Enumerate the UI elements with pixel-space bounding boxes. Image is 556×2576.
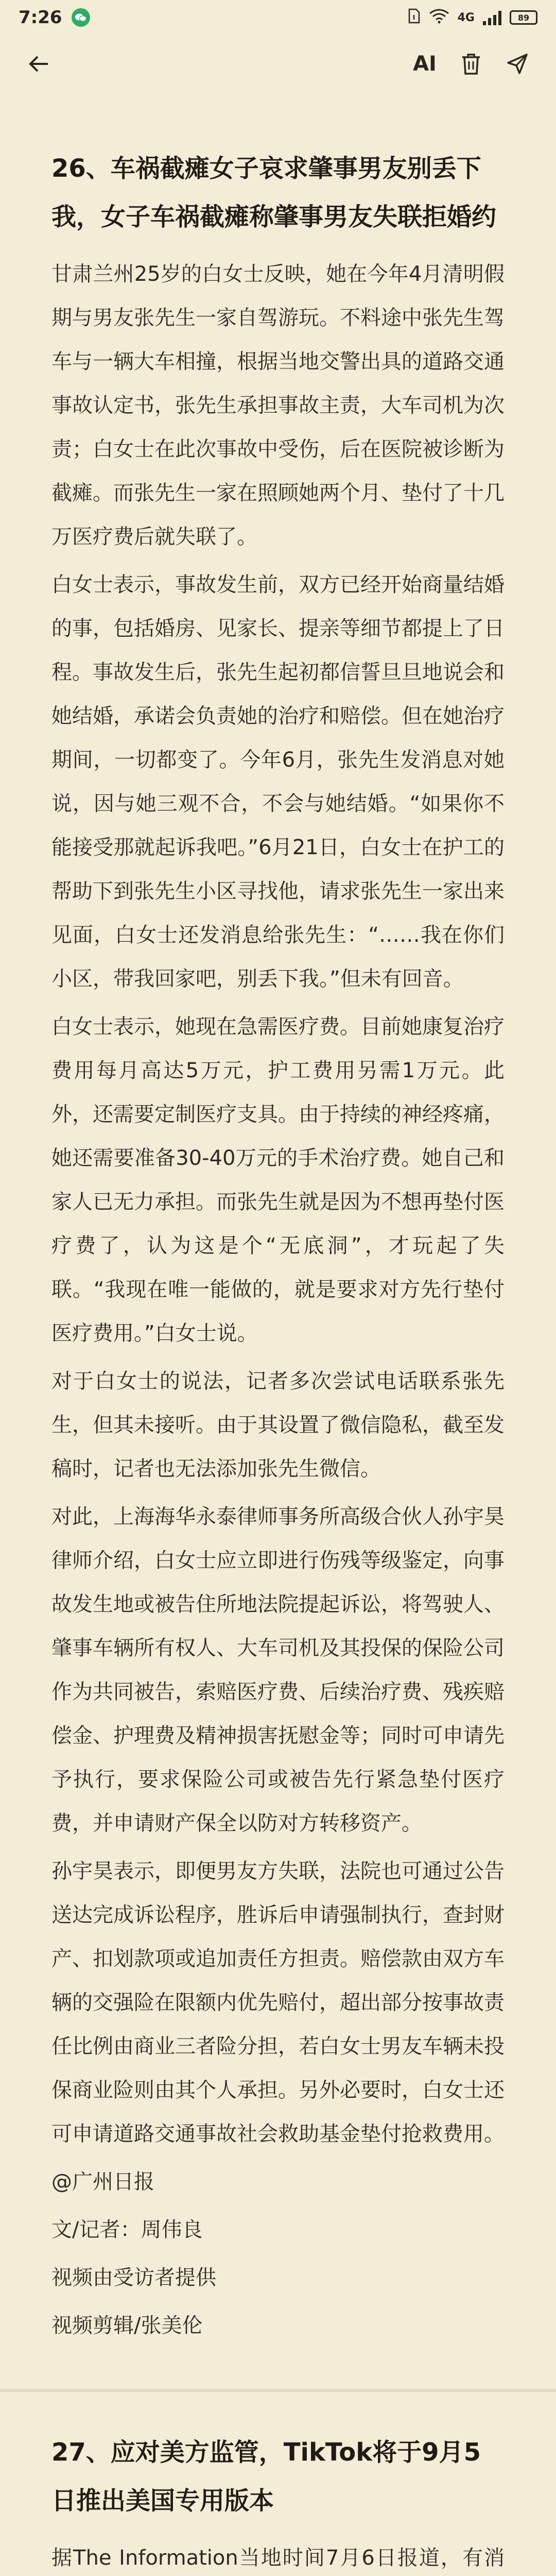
signal-icon — [483, 10, 501, 25]
article-paragraph: 白女士表示，她现在急需医疗费。目前她康复治疗费用每月高达5万元，护工费用另需1万元。此外，还需要定制医疗支具。由于持续的神经疼痛，她还需要准备30-40万元的手术治疗费。她自己和家人已无力承担。而张先生就是因为不想再垫付医疗费了，认为这是个“无底洞”，才玩起了失联。“我现在唯一能做的，就是要求对方先行垫付医疗费用。”白女士说。 — [51, 1015, 505, 1345]
article-27 — [51, 2428, 505, 2576]
ai-label: AI — [413, 52, 437, 76]
article-title: 26、车祸截瘫女子哀求肇事男友别丢下我，女子车祸截瘫称肇事男友失联拒婚约 — [51, 154, 497, 231]
share-button[interactable] — [494, 41, 541, 87]
ai-button[interactable] — [402, 41, 448, 87]
article-title: 27、应对美方监管，TikTok将于9月5日推出美国专用版本 — [51, 2438, 481, 2515]
article-paragraph: 白女士表示，事故发生前，双方已经开始商量结婚的事，包括婚房、见家长、提亲等细节都提上了日程。事故发生后，张先生起初都信誓旦旦地说会和她结婚，承诺会负责她的治疗和赔偿。但在她治疗期间，一切都变了。今年6月，张先生发消息对她说，因与她三观不合，不会与她结婚。“如果你不能接受那就起诉我吧。”6月21日，白女士在护工的帮助下到张先生小区寻找他，请求张先生一家出来见面，白女士还发消息给张先生：“……我在你们小区，带我回家吧，别丢下我。”但未有回音。 — [51, 573, 505, 991]
battery-icon — [510, 10, 537, 25]
trash-icon — [461, 53, 481, 75]
article-paragraph: 对于白女士的说法，记者多次尝试电话联系张先生，但其未接听。由于其设置了微信隐私，截至发稿时，记者也无法添加张先生微信。 — [51, 1369, 505, 1481]
wechat-notification-icon — [72, 8, 90, 27]
status-indicators — [407, 8, 537, 27]
sim-icon — [407, 8, 421, 27]
delete-button[interactable] — [448, 41, 494, 87]
source-credit: @广州日报 — [51, 2170, 154, 2194]
wifi-icon — [429, 8, 449, 27]
network-type-label: 4G — [457, 11, 475, 24]
article-26 — [51, 144, 505, 2348]
article-paragraph: 据The Information当地时间7月6日报道，有消 — [51, 2546, 505, 2570]
article-divider — [0, 2389, 556, 2392]
editor-credit: 视频剪辑/张美伦 — [51, 2314, 203, 2337]
article-content — [0, 93, 556, 2576]
back-button[interactable] — [15, 41, 62, 87]
article-paragraph: 甘肃兰州25岁的白女士反映，她在今年4月清明假期与男友张先生一家自驾游玩。不料途中张先生驾车与一辆大车相撞，根据当地交警出具的道路交通事故认定书，张先生承担事故主责，大车司机为次责；白女士在此次事故中受伤，后在医院被诊断为截瘫。而张先生一家在照顾她两个月、垫付了十几万医疗费后就失联了。 — [51, 262, 505, 549]
article-paragraph: 对此，上海海华永泰律师事务所高级合伙人孙宇昊律师介绍，白女士应立即进行伤残等级鉴定，向事故发生地或被告住所地法院提起诉讼，将驾驶人、肇事车辆所有权人、大车司机及其投保的保险公司作为共同被告，索赔医疗费、后续治疗费、残疾赔偿金、护理费及精神损害抚慰金等；同时可申请先予执行，要求保险公司或被告先行紧急垫付医疗费，并申请财产保全以防对方转移资产。 — [51, 1505, 505, 1835]
article-paragraph: 孙宇昊表示，即便男友方失联，法院也可通过公告送达完成诉讼程序，胜诉后申请强制执行，查封财产、扣划款项或追加责任方担责。赔偿款由双方车辆的交强险在限额内优先赔付，超出部分按事故责任比例由商业三者险分担，若白女士男友车辆未投保商业险则由其个人承担。另外必要时，白女士还可申请道路交通事故社会救助基金垫付抢救费用。 — [51, 1859, 505, 2146]
send-icon — [506, 53, 529, 75]
battery-level: 89 — [517, 12, 530, 23]
status-bar — [0, 0, 556, 35]
reporter-credit: 文/记者：周伟良 — [51, 2218, 203, 2242]
back-arrow-icon — [27, 53, 50, 75]
top-toolbar — [0, 35, 556, 93]
status-time: 7:26 — [19, 7, 62, 28]
video-credit: 视频由受访者提供 — [51, 2266, 216, 2290]
